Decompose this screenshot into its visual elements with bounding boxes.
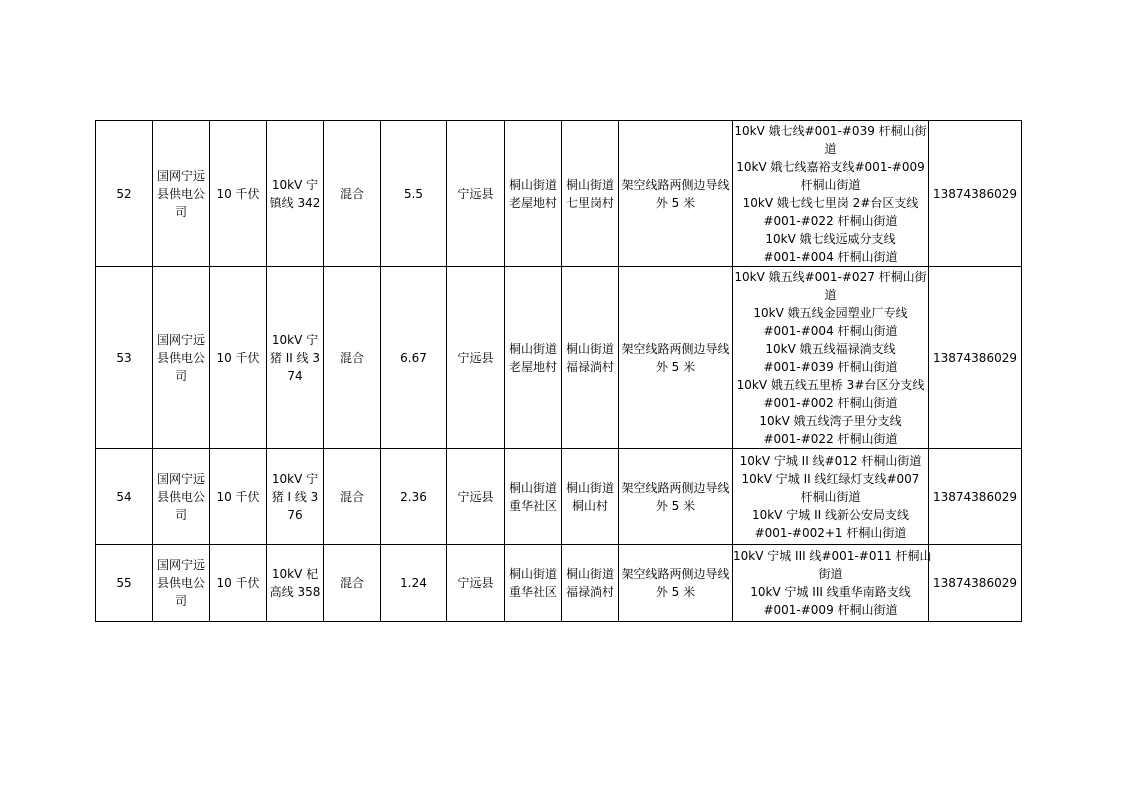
segment-line: 10kV 娥五线湾子里分支线	[759, 413, 902, 428]
length-cell: 1.24	[381, 545, 447, 622]
segment-line: 杆桐山街道	[800, 489, 861, 504]
line-type-cell: 混合	[324, 267, 381, 449]
table-row	[96, 545, 1022, 622]
line-type-cell: 混合	[324, 545, 381, 622]
protection-scope-cell: 架空线路两侧边导线外 5 米	[619, 545, 733, 622]
village-cell: 桐山街道七里岗村	[562, 121, 619, 267]
town-cell: 桐山街道老屋地村	[505, 121, 562, 267]
voltage-cell: 10 千伏	[210, 121, 267, 267]
segment-line: 道	[824, 141, 837, 156]
table-row	[96, 449, 1022, 545]
segment-line: 10kV 娥五线五里桥 3#台区分支线	[736, 377, 925, 392]
segment-line: 10kV 宁城 II 线#012 杆桐山街道	[739, 453, 922, 468]
segment-line: 10kV 娥五线金园塑业厂专线	[753, 305, 908, 320]
segment-line: 10kV 宁城 II 线红绿灯支线#007	[741, 471, 920, 486]
line-type-cell: 混合	[324, 121, 381, 267]
length-cell: 6.67	[381, 267, 447, 449]
protection-scope-cell: 架空线路两侧边导线外 5 米	[619, 121, 733, 267]
row-number: 55	[96, 545, 153, 622]
row-number: 53	[96, 267, 153, 449]
segment-line: 10kV 娥五线福禄淌支线	[765, 341, 896, 356]
segment-line: #001-#004 杆桐山街道	[763, 323, 898, 338]
length-cell: 5.5	[381, 121, 447, 267]
county-cell: 宁远县	[447, 545, 505, 622]
protection-scope-cell: 架空线路两侧边导线外 5 米	[619, 267, 733, 449]
contact-phone-cell: 13874386029	[929, 121, 1022, 267]
line-type-cell: 混合	[324, 449, 381, 545]
segment-line: 10kV 娥七线七里岗 2#台区支线	[742, 195, 919, 210]
town-cell: 桐山街道重华社区	[505, 545, 562, 622]
segments-cell	[733, 121, 929, 267]
row-number: 54	[96, 449, 153, 545]
line-table	[95, 120, 1022, 622]
segments-cell	[733, 449, 929, 545]
line-name-cell: 10kV 宁猪 II 线 374	[267, 267, 324, 449]
protection-scope-cell: 架空线路两侧边导线外 5 米	[619, 449, 733, 545]
county-cell: 宁远县	[447, 449, 505, 545]
town-cell: 桐山街道重华社区	[505, 449, 562, 545]
segment-line: #001-#009 杆桐山街道	[763, 603, 898, 617]
line-name-cell: 10kV 杞高线 358	[267, 545, 324, 622]
county-cell: 宁远县	[447, 121, 505, 267]
company-cell: 国网宁远县供电公司	[153, 267, 210, 449]
voltage-cell: 10 千伏	[210, 267, 267, 449]
segment-line: #001-#022 杆桐山街道	[763, 213, 898, 228]
company-cell: 国网宁远县供电公司	[153, 121, 210, 267]
segment-line: 10kV 宁城 III 线重华南路支线	[750, 585, 911, 599]
village-cell: 桐山街道桐山村	[562, 449, 619, 545]
voltage-cell: 10 千伏	[210, 545, 267, 622]
town-cell: 桐山街道老屋地村	[505, 267, 562, 449]
contact-phone-cell: 13874386029	[929, 267, 1022, 449]
segment-line: #001-#022 杆桐山街道	[763, 431, 898, 446]
segment-line: 10kV 宁城 II 线新公安局支线	[752, 507, 909, 522]
village-cell: 桐山街道福禄淌村	[562, 545, 619, 622]
contact-phone-cell: 13874386029	[929, 449, 1022, 545]
segment-line: 10kV 娥五线#001-#027 杆桐山街	[734, 269, 927, 284]
row-number: 52	[96, 121, 153, 267]
segments-cell	[733, 545, 932, 622]
segment-line: #001-#002 杆桐山街道	[763, 395, 898, 410]
segment-line: 10kV 娥七线嘉裕支线#001-#009	[736, 159, 925, 174]
table-body	[96, 121, 1022, 622]
segment-line: #001-#039 杆桐山街道	[763, 359, 898, 374]
segment-line: 10kV 娥七线#001-#039 杆桐山街	[734, 123, 927, 138]
line-name-cell: 10kV 宁镇线 342	[267, 121, 324, 267]
segment-line: #001-#002+1 杆桐山街道	[754, 525, 907, 540]
company-cell: 国网宁远县供电公司	[153, 545, 210, 622]
line-name-cell: 10kV 宁猪 I 线 376	[267, 449, 324, 545]
segment-line: 10kV 娥七线远威分支线	[765, 231, 896, 246]
table-row	[96, 121, 1022, 267]
segment-line: 街道	[818, 567, 843, 581]
segment-line: 杆桐山街道	[800, 177, 861, 192]
voltage-cell: 10 千伏	[210, 449, 267, 545]
contact-phone-cell: 13874386029	[929, 545, 1022, 622]
company-cell: 国网宁远县供电公司	[153, 449, 210, 545]
table-row	[96, 267, 1022, 449]
segment-line: #001-#004 杆桐山街道	[763, 249, 898, 264]
county-cell: 宁远县	[447, 267, 505, 449]
segment-line: 道	[824, 287, 837, 302]
length-cell: 2.36	[381, 449, 447, 545]
segment-line: 10kV 宁城 III 线#001-#011 杆桐山	[733, 549, 932, 563]
segments-cell	[733, 267, 929, 449]
village-cell: 桐山街道福禄淌村	[562, 267, 619, 449]
